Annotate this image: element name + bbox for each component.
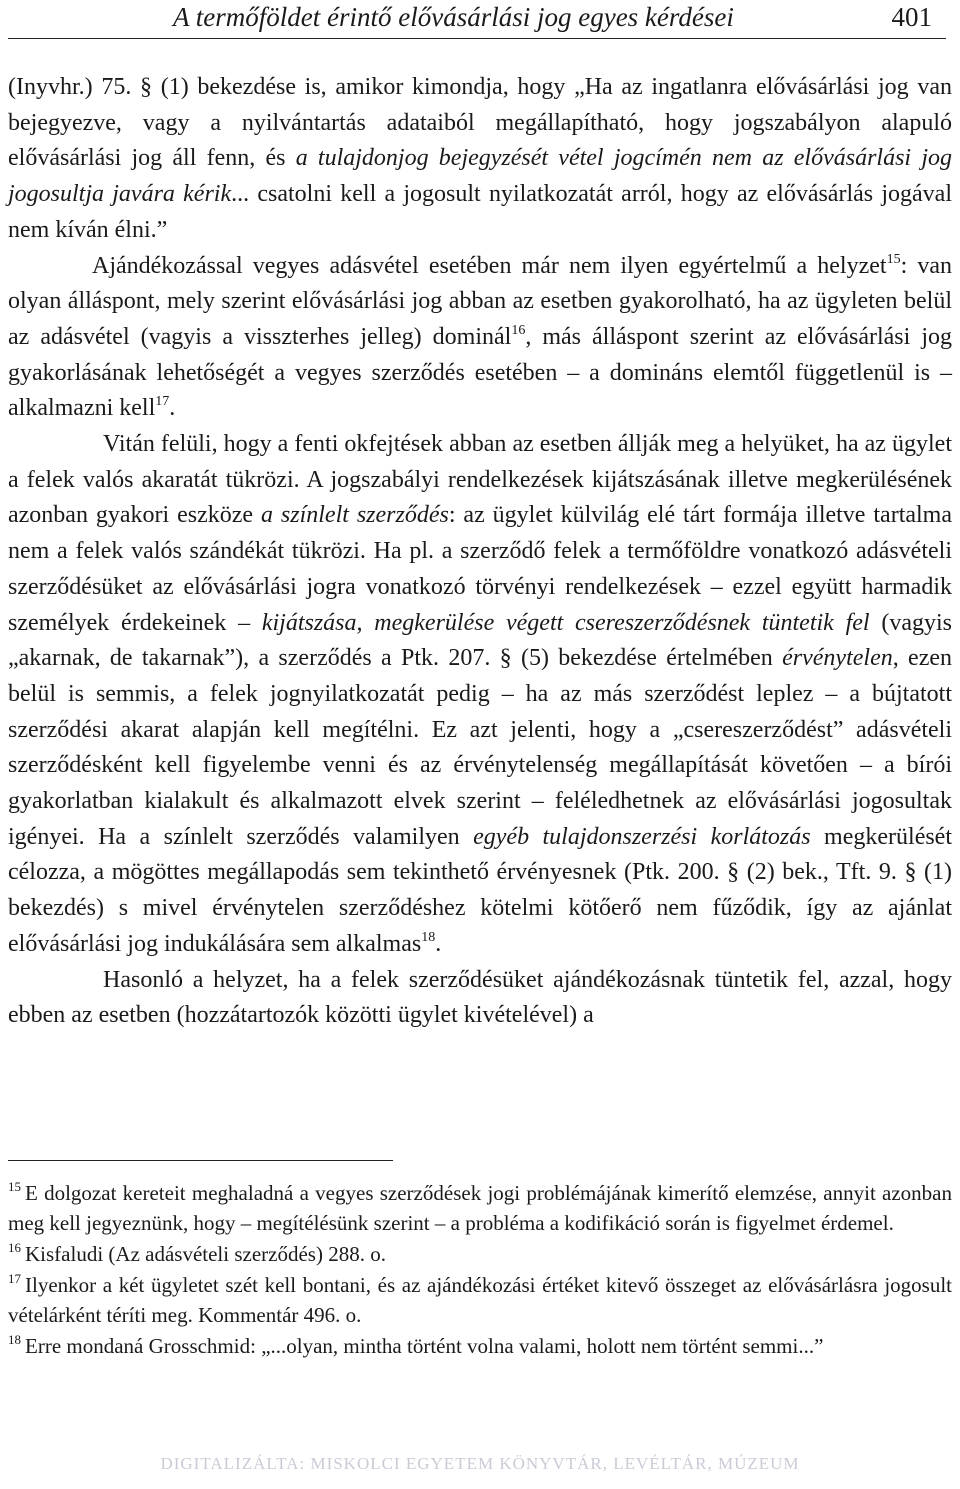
footnote-16 bbox=[8, 1239, 952, 1269]
footnote-ref-16[interactable]: 16 bbox=[511, 322, 526, 338]
footnote-ref-15[interactable]: 15 bbox=[886, 251, 901, 267]
text-run: Ajándékozással vegyes adásvétel esetében már nem ilyen egyértelmű a helyzet bbox=[92, 252, 887, 279]
footnote-number: 15 bbox=[8, 1179, 21, 1194]
footnote-rule bbox=[8, 1160, 393, 1161]
text-run: : van olyan álláspont, mely szerint elővásárlási jog abban az esetben gyakorolható, ha az ügyleten belül az adásvétel (vagyis a visszterhes jelleg) dominál bbox=[8, 252, 952, 350]
footnote-text: Ilyenkor a két ügyletet szét kell bontani, és az ajándékozási értéket kitevő összeget az elővásárlásra jogosult vételárként téríti meg. Kommentár 496. o. bbox=[8, 1273, 952, 1327]
footnote-ref-17[interactable]: 17 bbox=[155, 394, 170, 410]
text-run: (vagyis „akarnak, de takarnak”), a szerződés a Ptk. 207. § (5) bekezdése értelmében bbox=[8, 609, 952, 672]
footnote-18 bbox=[8, 1331, 952, 1361]
italic-run: érvénytelen bbox=[782, 645, 893, 672]
footnotes bbox=[8, 1178, 952, 1362]
text-run: Hasonló a helyzet, ha a felek szerződésüket ajándékozásnak tüntetik fel, azzal, hogy ebben az esetben (hozzátartozók közötti ügylet kivételével) a bbox=[8, 966, 952, 1029]
paragraph-4 bbox=[8, 963, 952, 1034]
italic-run: egyéb tulajdonszerzési korlátozás bbox=[473, 823, 811, 850]
footnote-ref-18[interactable]: 18 bbox=[421, 929, 436, 945]
text-run: megkerülését célozza, a mögöttes megállapodás sem tekinthető érvényesnek (Ptk. 200. § (2) bek., Tft. 9. § (1) bekezdés) s mivel érvénytelen szerződéshez kötelmi kötőerő nem fűződik, így az ajánlat elővásárlási jog indukálására sem alkalmas bbox=[8, 823, 953, 957]
italic-run: a tulajdonjog bejegyzését vétel jogcímén nem az elővásárlási jog jogosultja javára kérik bbox=[8, 145, 952, 208]
text-run: : az ügylet külvilág elé tárt formája illetve tartalma nem a felek valós szándékát tükrözi. Ha pl. a szerződő felek a termőföldre vonatkozó adásvételi szerződésüket az elővásárlási jogra vonatkozó törvényi rendelkezések – ezzel együtt harmadik személyek érdekeinek – bbox=[8, 502, 953, 636]
footnote-text: E dolgozat kereteit meghaladná a vegyes szerződések jogi problémájának kimerítő elemzése, annyit azonban meg kell jegyeznünk, hogy – megítélésünk szerint – a probléma a kodifikáció során is figyelmet érdemel. bbox=[8, 1181, 952, 1235]
footnote-number: 18 bbox=[8, 1332, 21, 1347]
text-run: Vitán felüli, hogy a fenti okfejtések abban az esetben állják meg a helyüket, ha az ügylet a felek valós akaratát tükrözi. A jogszabályi rendelkezések kijátszásának illetve megkerülésének azonban gyakori eszköze bbox=[8, 431, 952, 529]
italic-run: kijátszása, megkerülése végett csereszerződésnek tüntetik fel bbox=[261, 609, 870, 636]
running-header bbox=[8, 2, 952, 36]
header-title: A termőföldet érintő elővásárlási jog egyes kérdései bbox=[173, 2, 734, 32]
text-run: . bbox=[435, 930, 442, 957]
text-run: . bbox=[169, 395, 176, 422]
body-text bbox=[8, 70, 952, 1034]
paragraph-3 bbox=[8, 427, 952, 963]
footnote-text: Erre mondaná Grosschmid: „...olyan, mintha történt volna valami, holott nem történt semmi...” bbox=[25, 1334, 824, 1358]
text-run: , más álláspont szerint az elővásárlási jog gyakorlásának lehetőségét a vegyes szerződés esetében – a domináns elemtől függetlenül is – alkalmazni kell bbox=[8, 323, 953, 422]
text-run: (Inyvhr.) 75. § (1) bekezdése is, amikor kimondja, hogy „Ha az ingatlanra elővásárlási jog van bejegyezve, vagy a nyilvántartás adataiból megállapítható, hogy jogszabályon alapuló elővásárlási jog áll fenn, és bbox=[8, 74, 952, 172]
text-run: ... csatolni kell a jogosult nyilatkozatát arról, hogy az elővásárlás jogával nem kíván élni.” bbox=[8, 181, 952, 243]
italic-run: a színlelt szerződés bbox=[260, 502, 449, 529]
footnote-17 bbox=[8, 1270, 952, 1330]
footnote-number: 16 bbox=[8, 1240, 21, 1255]
page-number: 401 bbox=[891, 2, 932, 32]
digitization-watermark: DIGITALIZÁLTA: MISKOLCI EGYETEM KÖNYVTÁR, LEVÉLTÁR, MÚZEUM bbox=[160, 1454, 800, 1473]
footnote-15 bbox=[8, 1178, 952, 1238]
paragraph-2 bbox=[8, 249, 952, 428]
paragraph-1 bbox=[8, 70, 952, 249]
footnote-text: Kisfaludi (Az adásvételi szerződés) 288. o. bbox=[25, 1242, 386, 1266]
header-rule bbox=[8, 38, 946, 39]
footnote-number: 17 bbox=[8, 1271, 21, 1286]
text-run: , ezen belül is semmis, a felek jognyilatkozatát pedig – ha az más szerződést leplez – a bújtatott szerződési akarat alapján kell megítélni. Ez azt jelenti, hogy a „csereszerződést” adásvételi szerződésként kell figyelembe venni és az érvénytelenség megállapítását követően – a bírói gyakorlatban kialakult és alkalmazott elvek szerint – feléledhetnek az elővásárlási jogosultak igényei. Ha a színlelt szerződés valamilyen bbox=[8, 645, 952, 850]
